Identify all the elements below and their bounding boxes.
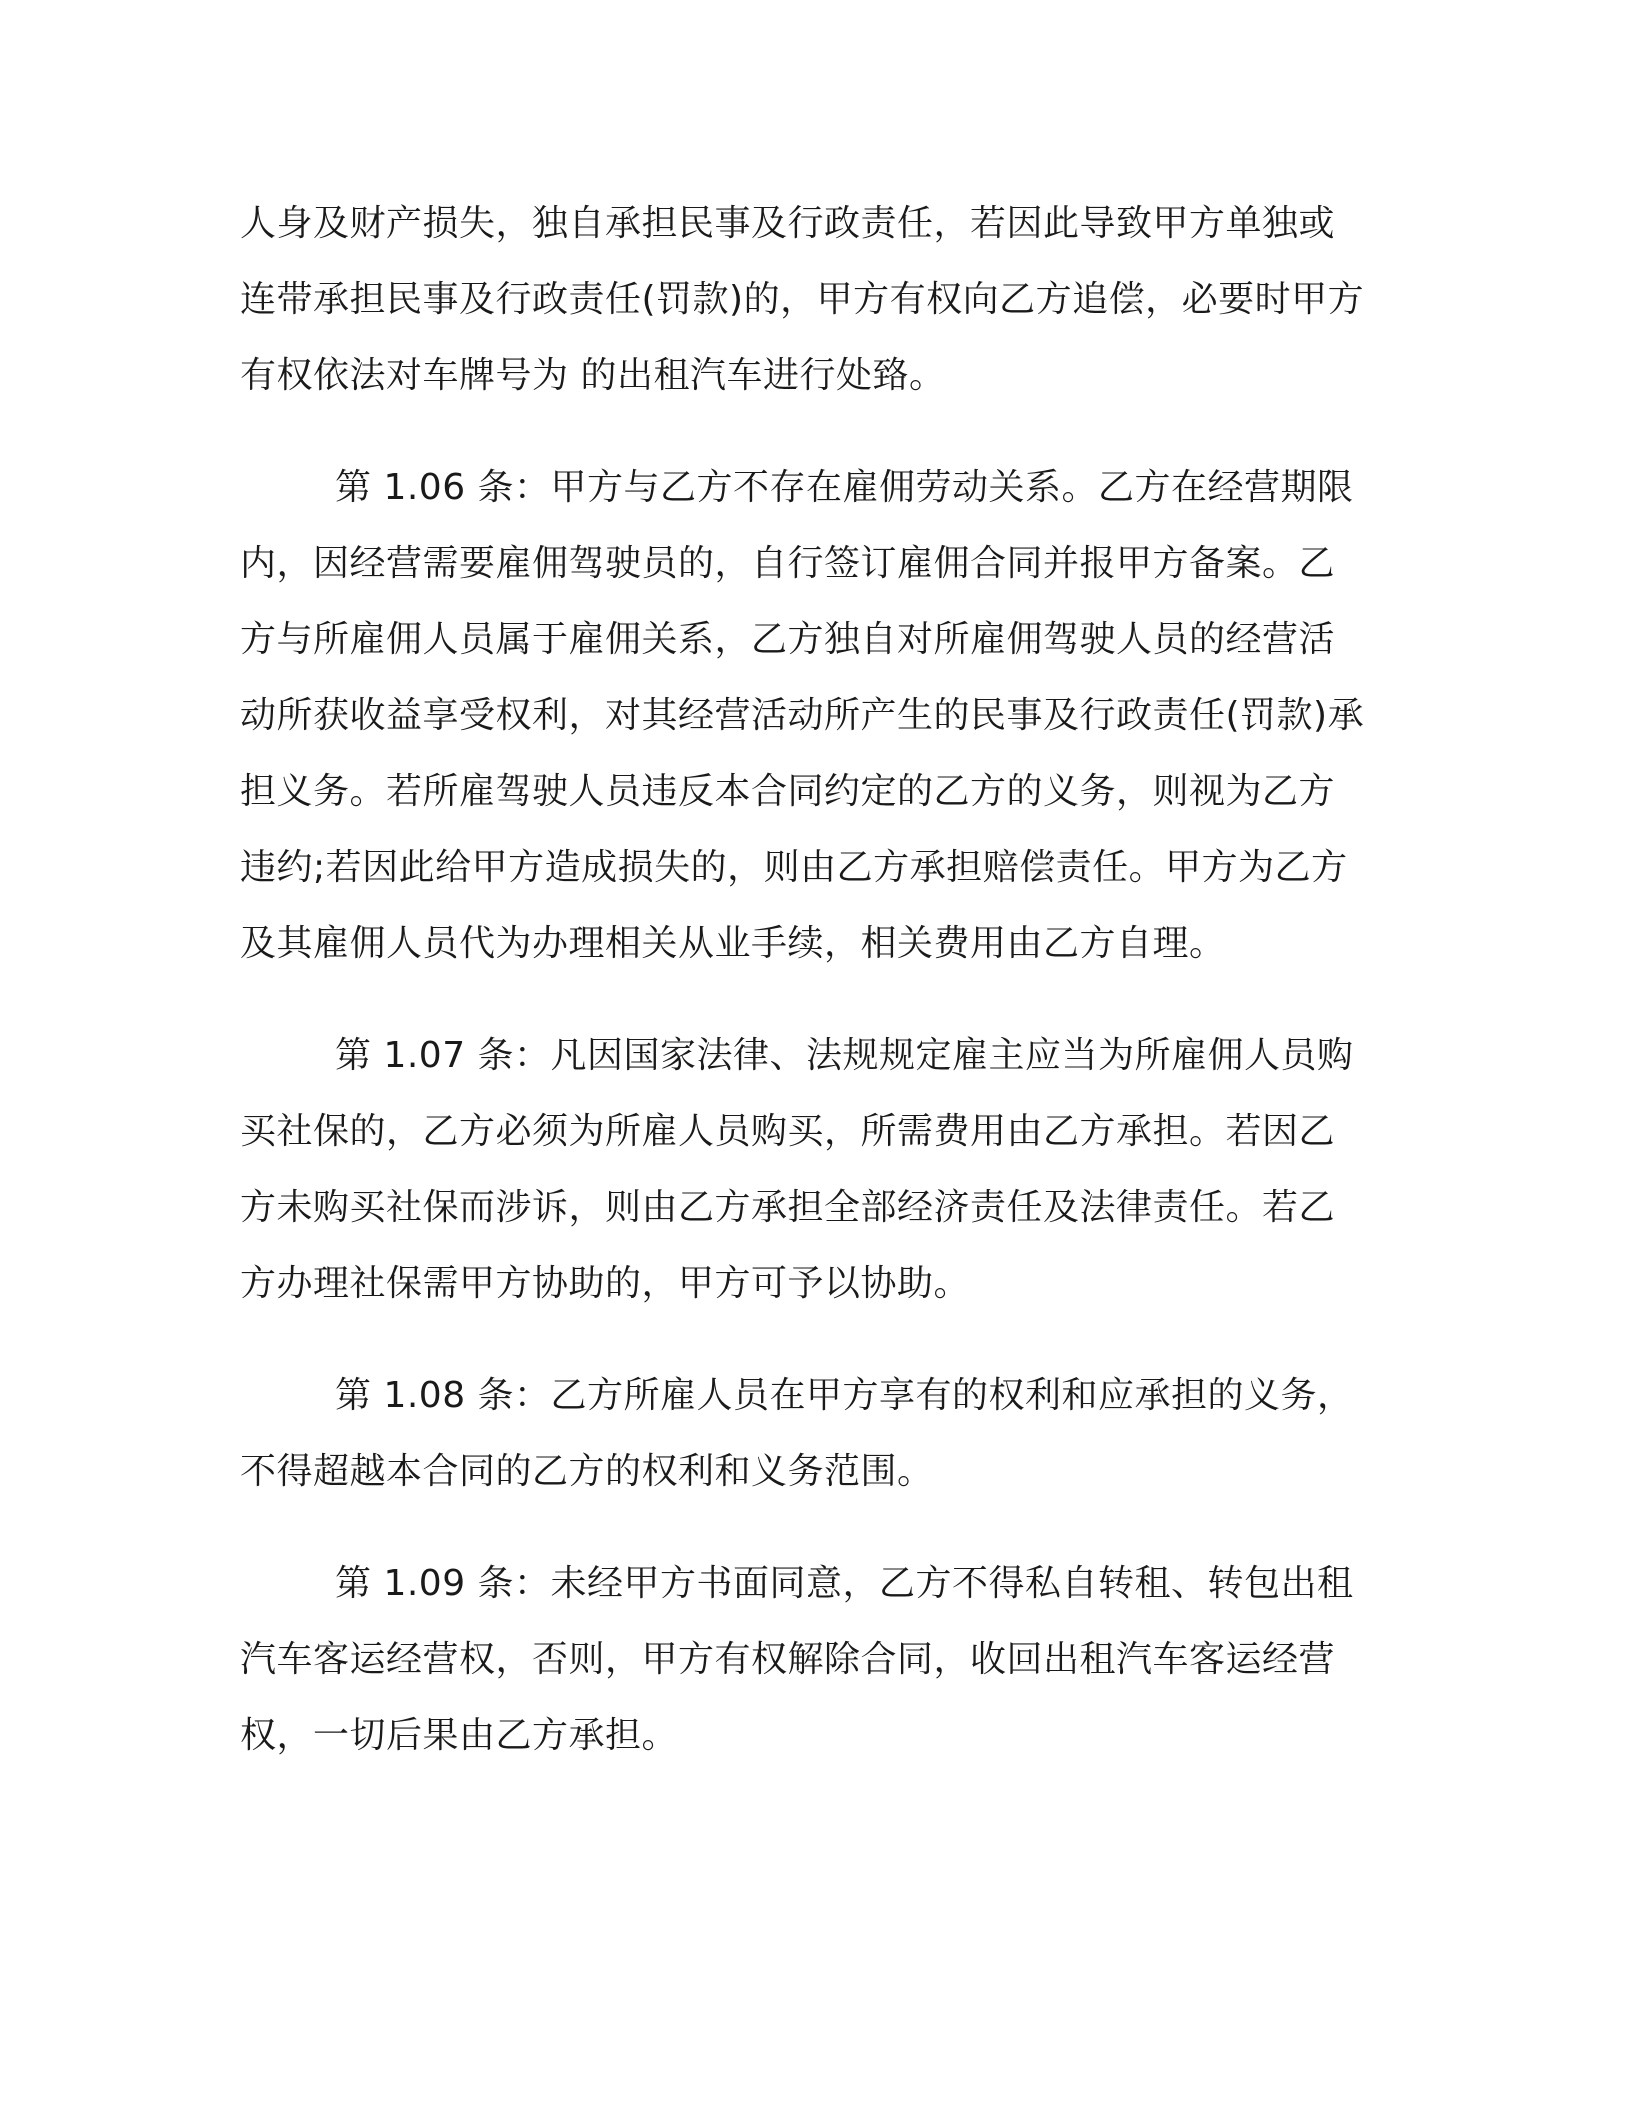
text-line: 不得超越本合同的乙方的权利和义务范围。 — [240, 1451, 934, 1492]
text-line: 担义务。若所雇驾驶人员违反本合同约定的乙方的义务，则视为乙方 — [240, 771, 1336, 812]
text-line: 违约;若因此给甲方造成损失的，则由乙方承担赔偿责任。甲方为乙方 — [240, 847, 1348, 888]
text-line: 方办理社保需甲方协助的，甲方可予以协助。 — [240, 1263, 971, 1304]
text-line: 汽车客运经营权，否则，甲方有权解除合同，收回出租汽车客运经营 — [240, 1639, 1336, 1680]
text-line: 买社保的，乙方必须为所雇人员购买，所需费用由乙方承担。若因乙 — [240, 1111, 1336, 1152]
text-line: 方未购买社保而涉诉，则由乙方承担全部经济责任及法律责任。若乙 — [240, 1187, 1336, 1228]
paragraph-continuation — [240, 186, 1380, 414]
text-line: 有权依法对车牌号为 的出租汽车进行处臵。 — [240, 355, 946, 396]
text-line: 权，一切后果由乙方承担。 — [240, 1715, 679, 1756]
text-line: 人身及财产损失，独自承担民事及行政责任，若因此导致甲方单独或 — [240, 203, 1336, 244]
article-1-08 — [240, 1358, 1380, 1510]
text-line: 动所获收益享受权利，对其经营活动所产生的民事及行政责任(罚款)承 — [240, 695, 1365, 736]
text-line: 第 1.06 条：甲方与乙方不存在雇佣劳动关系。乙方在经营期限 — [335, 467, 1354, 508]
article-1-07 — [240, 1018, 1380, 1322]
text-line: 第 1.09 条：未经甲方书面同意，乙方不得私自转租、转包出租 — [335, 1563, 1354, 1604]
text-line: 连带承担民事及行政责任(罚款)的，甲方有权向乙方追偿，必要时甲方 — [240, 279, 1365, 320]
text-line: 第 1.08 条：乙方所雇人员在甲方享有的权利和应承担的义务， — [335, 1375, 1354, 1416]
article-1-09 — [240, 1546, 1380, 1774]
text-line: 第 1.07 条：凡因国家法律、法规规定雇主应当为所雇佣人员购 — [335, 1035, 1354, 1076]
text-line: 方与所雇佣人员属于雇佣关系，乙方独自对所雇佣驾驶人员的经营活 — [240, 619, 1336, 660]
text-line: 内，因经营需要雇佣驾驶员的，自行签订雇佣合同并报甲方备案。乙 — [240, 543, 1336, 584]
document-body — [240, 186, 1380, 1810]
article-1-06 — [240, 450, 1380, 982]
text-line: 及其雇佣人员代为办理相关从业手续，相关费用由乙方自理。 — [240, 923, 1226, 964]
